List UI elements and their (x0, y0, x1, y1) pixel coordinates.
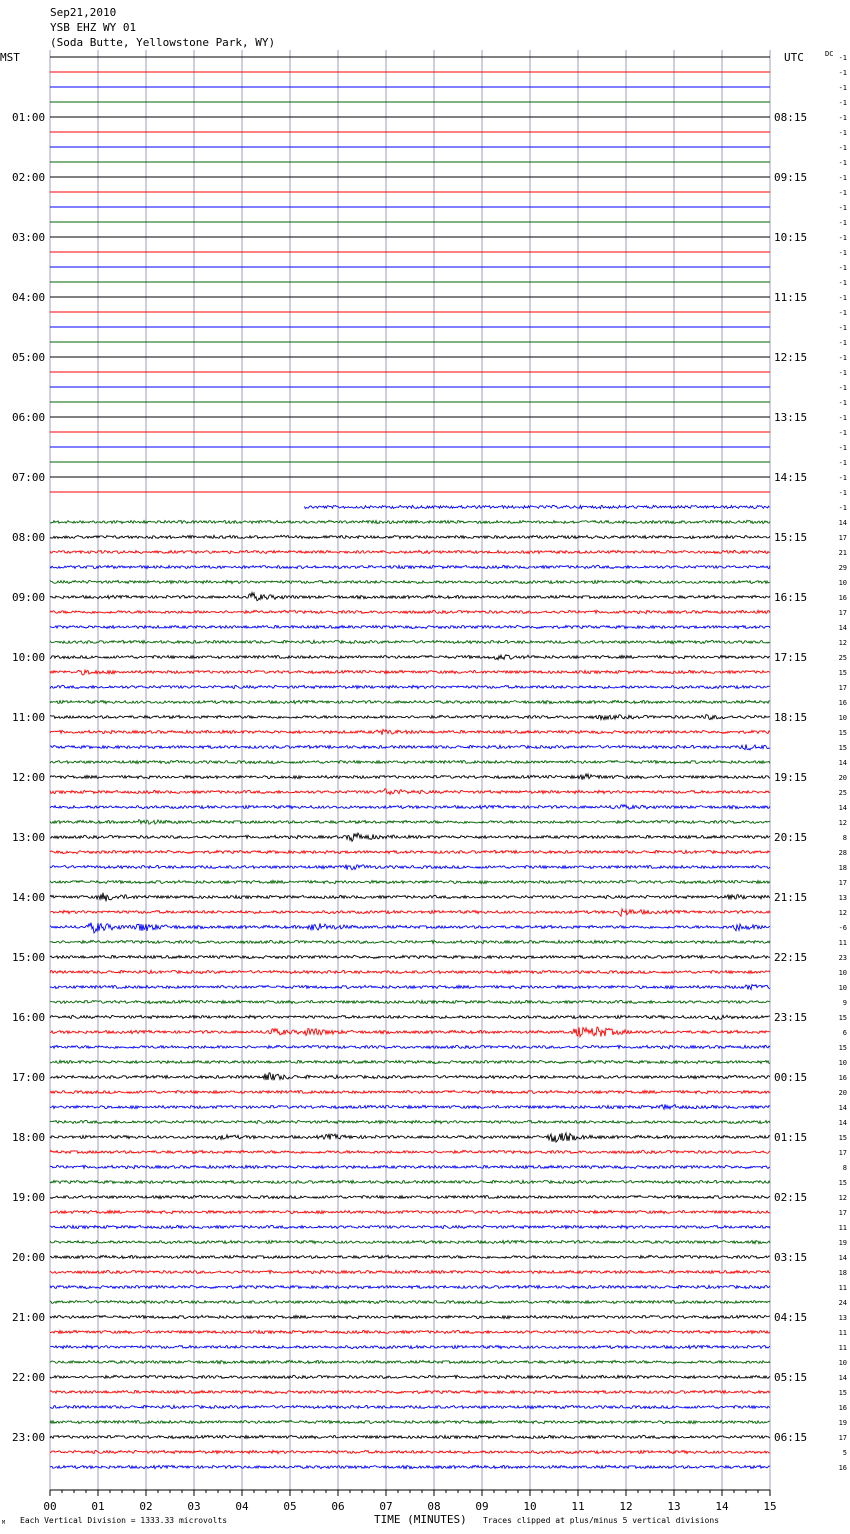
trace-line (50, 1450, 770, 1453)
hour-label-right: 22:15 (774, 951, 808, 964)
trace-line (50, 520, 770, 523)
trace-line (50, 1420, 770, 1423)
trace-line (50, 1405, 770, 1408)
hour-label-right: 14:15 (774, 471, 808, 484)
hour-label-left: 10:00 (12, 651, 46, 664)
x-tick-label: 09 (475, 1500, 489, 1513)
dc-offset-label: 13 (838, 894, 847, 902)
trace-line (50, 1465, 770, 1468)
trace-line (50, 1000, 770, 1003)
dc-offset-label: 6 (842, 1029, 847, 1037)
x-tick-label: 02 (139, 1500, 153, 1513)
dc-offset-label: -1 (838, 504, 847, 512)
trace-line (50, 745, 770, 750)
dc-offset-label: 14 (838, 624, 847, 632)
dc-offset-label: 9 (842, 999, 847, 1007)
trace-line (50, 565, 770, 568)
trace-line (50, 729, 770, 734)
hour-label-left: 03:00 (12, 231, 46, 244)
hour-label-left: 17:00 (12, 1071, 46, 1084)
dc-offset-label: -1 (838, 429, 847, 437)
dc-offset-label: 14 (838, 759, 847, 767)
trace-line (50, 1315, 770, 1318)
trace-line (304, 505, 769, 508)
hour-label-right: 17:15 (774, 651, 808, 664)
hour-label-right: 18:15 (774, 711, 808, 724)
trace-line (50, 625, 770, 628)
dc-offset-label: -6 (838, 924, 847, 932)
hour-label-right: 08:15 (774, 111, 808, 124)
dc-offset-label: 10 (838, 969, 847, 977)
hour-label-right: 00:15 (774, 1071, 808, 1084)
dc-offset-label: -1 (838, 399, 847, 407)
dc-offset-label: -1 (838, 144, 847, 152)
dc-offset-label: 25 (838, 789, 847, 797)
dc-offset-label: -1 (838, 99, 847, 107)
dc-offset-label: 16 (838, 594, 847, 602)
hour-label-right: 06:15 (774, 1431, 808, 1444)
dc-offset-label: 16 (838, 1074, 847, 1082)
dc-offset-label: -1 (838, 324, 847, 332)
hour-label-left: 05:00 (12, 351, 46, 364)
hour-label-left: 08:00 (12, 531, 46, 544)
hour-label-left: 16:00 (12, 1011, 46, 1024)
dc-offset-label: 8 (842, 1164, 847, 1172)
x-tick-label: 14 (715, 1500, 729, 1513)
trace-line (50, 893, 770, 902)
trace-line (50, 865, 770, 870)
trace-line (50, 805, 770, 809)
trace-line (50, 670, 770, 675)
dc-offset-label: 14 (838, 1119, 847, 1127)
hour-label-right: 01:15 (774, 1131, 808, 1144)
trace-line (50, 700, 770, 703)
x-tick-label: 13 (667, 1500, 681, 1513)
header-date: Sep21,2010 (50, 6, 117, 19)
dc-offset-label: 12 (838, 639, 847, 647)
dc-offset-label: -1 (838, 354, 847, 362)
trace-line (50, 1104, 770, 1109)
dc-offset-label: 15 (838, 669, 847, 677)
hour-label-right: 19:15 (774, 771, 808, 784)
hour-label-left: 20:00 (12, 1251, 46, 1264)
x-axis-label: TIME (MINUTES) (374, 1513, 467, 1526)
dc-offset-label: 20 (838, 774, 847, 782)
right-timezone-label: UTC (784, 51, 804, 64)
dc-offset-label: 11 (838, 1344, 847, 1352)
trace-line (50, 923, 770, 933)
dc-offset-label: 10 (838, 714, 847, 722)
trace-line (50, 850, 770, 853)
dc-offset-label: 20 (838, 1089, 847, 1097)
trace-line (50, 715, 770, 720)
dc-offset-label: 15 (838, 1179, 847, 1187)
trace-line (50, 985, 770, 990)
dc-offset-label: 17 (838, 609, 847, 617)
trace-line (50, 1090, 770, 1093)
hour-label-right: 21:15 (774, 891, 808, 904)
x-tick-label: 10 (523, 1500, 537, 1513)
hour-label-left: 12:00 (12, 771, 46, 784)
trace-line (50, 1165, 770, 1168)
dc-offset-label: 15 (838, 729, 847, 737)
trace-line (50, 580, 770, 583)
dc-offset-label: -1 (838, 339, 847, 347)
trace-line (50, 1195, 770, 1198)
dc-offset-label: 12 (838, 1194, 847, 1202)
dc-offset-label: -1 (838, 234, 847, 242)
dc-offset-label: -1 (838, 174, 847, 182)
hour-label-left: 07:00 (12, 471, 46, 484)
dc-offset-label: -1 (838, 459, 847, 467)
hour-label-left: 22:00 (12, 1371, 46, 1384)
trace-line (50, 1045, 770, 1048)
dc-offset-label: 12 (838, 819, 847, 827)
hour-label-left: 15:00 (12, 951, 46, 964)
trace-line (50, 1301, 770, 1304)
trace-line (50, 909, 770, 916)
header-location: (Soda Butte, Yellowstone Park, WY) (50, 36, 276, 49)
trace-line (50, 1255, 770, 1258)
seismic-traces (50, 57, 770, 1469)
header-station: YSB EHZ WY 01 (50, 21, 137, 34)
dc-offset-label: -1 (838, 114, 847, 122)
dc-offset-label: 16 (838, 1404, 847, 1412)
trace-line (50, 640, 770, 643)
trace-line (50, 760, 770, 763)
trace-line (50, 1435, 770, 1438)
hour-label-right: 16:15 (774, 591, 808, 604)
trace-line (50, 1390, 770, 1393)
dc-offset-label: 15 (838, 1044, 847, 1052)
trace-line (50, 1133, 770, 1142)
trace-line (50, 955, 770, 958)
trace-line (50, 1150, 770, 1153)
hour-label-left: 14:00 (12, 891, 46, 904)
dc-offset-label: -1 (838, 414, 847, 422)
trace-line (50, 685, 770, 688)
dc-offset-label: -1 (838, 189, 847, 197)
dc-offset-label: 18 (838, 1269, 847, 1277)
hour-label-left: 06:00 (12, 411, 46, 424)
dc-offset-label: 10 (838, 984, 847, 992)
dc-offset-label: 17 (838, 684, 847, 692)
hour-label-right: 02:15 (774, 1191, 808, 1204)
x-tick-label: 03 (187, 1500, 201, 1513)
trace-line (50, 1225, 770, 1228)
x-tick-label: 12 (619, 1500, 633, 1513)
dc-offset-label: 24 (838, 1299, 847, 1307)
footer-corner-mark: M (2, 1520, 6, 1526)
dc-offset-label: 11 (838, 1224, 847, 1232)
trace-line (50, 1015, 770, 1019)
hour-label-right: 04:15 (774, 1311, 808, 1324)
x-tick-label: 06 (331, 1500, 345, 1513)
hour-label-left: 02:00 (12, 171, 46, 184)
left-timezone-label: MST (0, 51, 20, 64)
footer-scale-note: Each Vertical Division = 1333.33 microvolts (20, 1516, 228, 1525)
x-tick-label: 04 (235, 1500, 249, 1513)
hour-label-right: 11:15 (774, 291, 808, 304)
dc-offset-label: -1 (838, 54, 847, 62)
dc-offset-label: 15 (838, 1389, 847, 1397)
trace-line (50, 774, 770, 780)
trace-line (50, 1285, 770, 1288)
trace-line (50, 970, 770, 973)
dc-offset-label: 16 (838, 699, 847, 707)
trace-line (50, 655, 770, 660)
trace-line (50, 1210, 770, 1213)
dc-offset-label: -1 (838, 129, 847, 137)
dc-offset-label: -1 (838, 384, 847, 392)
dc-label: DC (825, 50, 834, 58)
dc-offset-label: 15 (838, 1134, 847, 1142)
hour-label-left: 23:00 (12, 1431, 46, 1444)
dc-offset-label: 10 (838, 579, 847, 587)
hour-label-right: 20:15 (774, 831, 808, 844)
trace-line (50, 1120, 770, 1123)
dc-offset-label: 14 (838, 804, 847, 812)
trace-line (50, 1073, 770, 1080)
trace-line (50, 880, 770, 883)
dc-offset-label: 14 (838, 1254, 847, 1262)
x-tick-label: 01 (91, 1500, 105, 1513)
dc-offset-label: 17 (838, 879, 847, 887)
dc-offset-label: -1 (838, 489, 847, 497)
hour-label-left: 13:00 (12, 831, 46, 844)
dc-offset-label: -1 (838, 264, 847, 272)
dc-offset-label: -1 (838, 474, 847, 482)
trace-line (50, 1270, 770, 1273)
trace-line (50, 820, 770, 825)
trace-line (50, 1375, 770, 1378)
x-tick-label: 07 (379, 1500, 393, 1513)
dc-offset-label: 15 (838, 1014, 847, 1022)
dc-offset-label: 29 (838, 564, 847, 572)
hour-label-right: 05:15 (774, 1371, 808, 1384)
trace-line (50, 940, 770, 943)
hour-label-left: 01:00 (12, 111, 46, 124)
dc-offset-label: -1 (838, 69, 847, 77)
x-tick-label: 15 (763, 1500, 777, 1513)
dc-offset-label: 14 (838, 1104, 847, 1112)
trace-line (50, 1360, 770, 1363)
dc-offset-label: -1 (838, 279, 847, 287)
hour-label-left: 09:00 (12, 591, 46, 604)
dc-offset-label: -1 (838, 84, 847, 92)
dc-offset-label: 21 (838, 549, 847, 557)
dc-offset-label: 23 (838, 954, 847, 962)
hour-label-left: 19:00 (12, 1191, 46, 1204)
dc-offset-label: 14 (838, 1374, 847, 1382)
x-tick-label: 00 (43, 1500, 57, 1513)
dc-offset-label: 15 (838, 744, 847, 752)
dc-offset-label: 19 (838, 1239, 847, 1247)
hour-label-left: 11:00 (12, 711, 46, 724)
dc-offset-label: 13 (838, 1314, 847, 1322)
dc-offset-label: 17 (838, 1149, 847, 1157)
dc-offset-label: -1 (838, 369, 847, 377)
hour-label-right: 09:15 (774, 171, 808, 184)
dc-offset-label: 11 (838, 1284, 847, 1292)
dc-offset-label: 19 (838, 1419, 847, 1427)
hour-label-right: 10:15 (774, 231, 808, 244)
hour-label-left: 21:00 (12, 1311, 46, 1324)
hour-label-right: 12:15 (774, 351, 808, 364)
footer-clip-note: Traces clipped at plus/minus 5 vertical divisions (483, 1516, 720, 1525)
dc-offset-label: -1 (838, 204, 847, 212)
dc-offset-label: 25 (838, 654, 847, 662)
dc-offset-label: 14 (838, 519, 847, 527)
dc-offset-label: -1 (838, 294, 847, 302)
trace-line (50, 789, 770, 795)
trace-line (50, 593, 770, 601)
dc-offset-label: 16 (838, 1464, 847, 1472)
dc-offset-label: 11 (838, 939, 847, 947)
dc-offset-label: 17 (838, 534, 847, 542)
dc-offset-label: 18 (838, 864, 847, 872)
trace-line (50, 1060, 770, 1063)
dc-offset-label: 11 (838, 1329, 847, 1337)
dc-offset-label: -1 (838, 444, 847, 452)
dc-offset-label: 17 (838, 1434, 847, 1442)
trace-line (50, 550, 770, 553)
trace-line (50, 1180, 770, 1183)
trace-line (50, 1027, 770, 1037)
trace-line (50, 1240, 770, 1243)
dc-offset-label: 10 (838, 1059, 847, 1067)
trace-line (50, 833, 770, 841)
hour-label-left: 18:00 (12, 1131, 46, 1144)
x-tick-label: 11 (571, 1500, 585, 1513)
dc-offset-label: 10 (838, 1359, 847, 1367)
hour-label-left: 04:00 (12, 291, 46, 304)
hour-label-right: 03:15 (774, 1251, 808, 1264)
dc-offset-label: 8 (842, 834, 847, 842)
x-tick-label: 08 (427, 1500, 441, 1513)
hour-label-right: 23:15 (774, 1011, 808, 1024)
dc-offset-label: -1 (838, 249, 847, 257)
dc-offset-label: -1 (838, 219, 847, 227)
dc-offset-label: -1 (838, 309, 847, 317)
hour-label-right: 15:15 (774, 531, 808, 544)
dc-offset-label: -1 (838, 159, 847, 167)
trace-line (50, 610, 770, 613)
trace-line (50, 1345, 770, 1348)
trace-line (50, 1330, 770, 1333)
dc-offset-label: 5 (842, 1449, 847, 1457)
dc-offset-label: 12 (838, 909, 847, 917)
trace-line (50, 535, 770, 538)
dc-offset-label: 17 (838, 1209, 847, 1217)
x-tick-label: 05 (283, 1500, 297, 1513)
hour-label-right: 13:15 (774, 411, 808, 424)
dc-offset-label: 28 (838, 849, 847, 857)
